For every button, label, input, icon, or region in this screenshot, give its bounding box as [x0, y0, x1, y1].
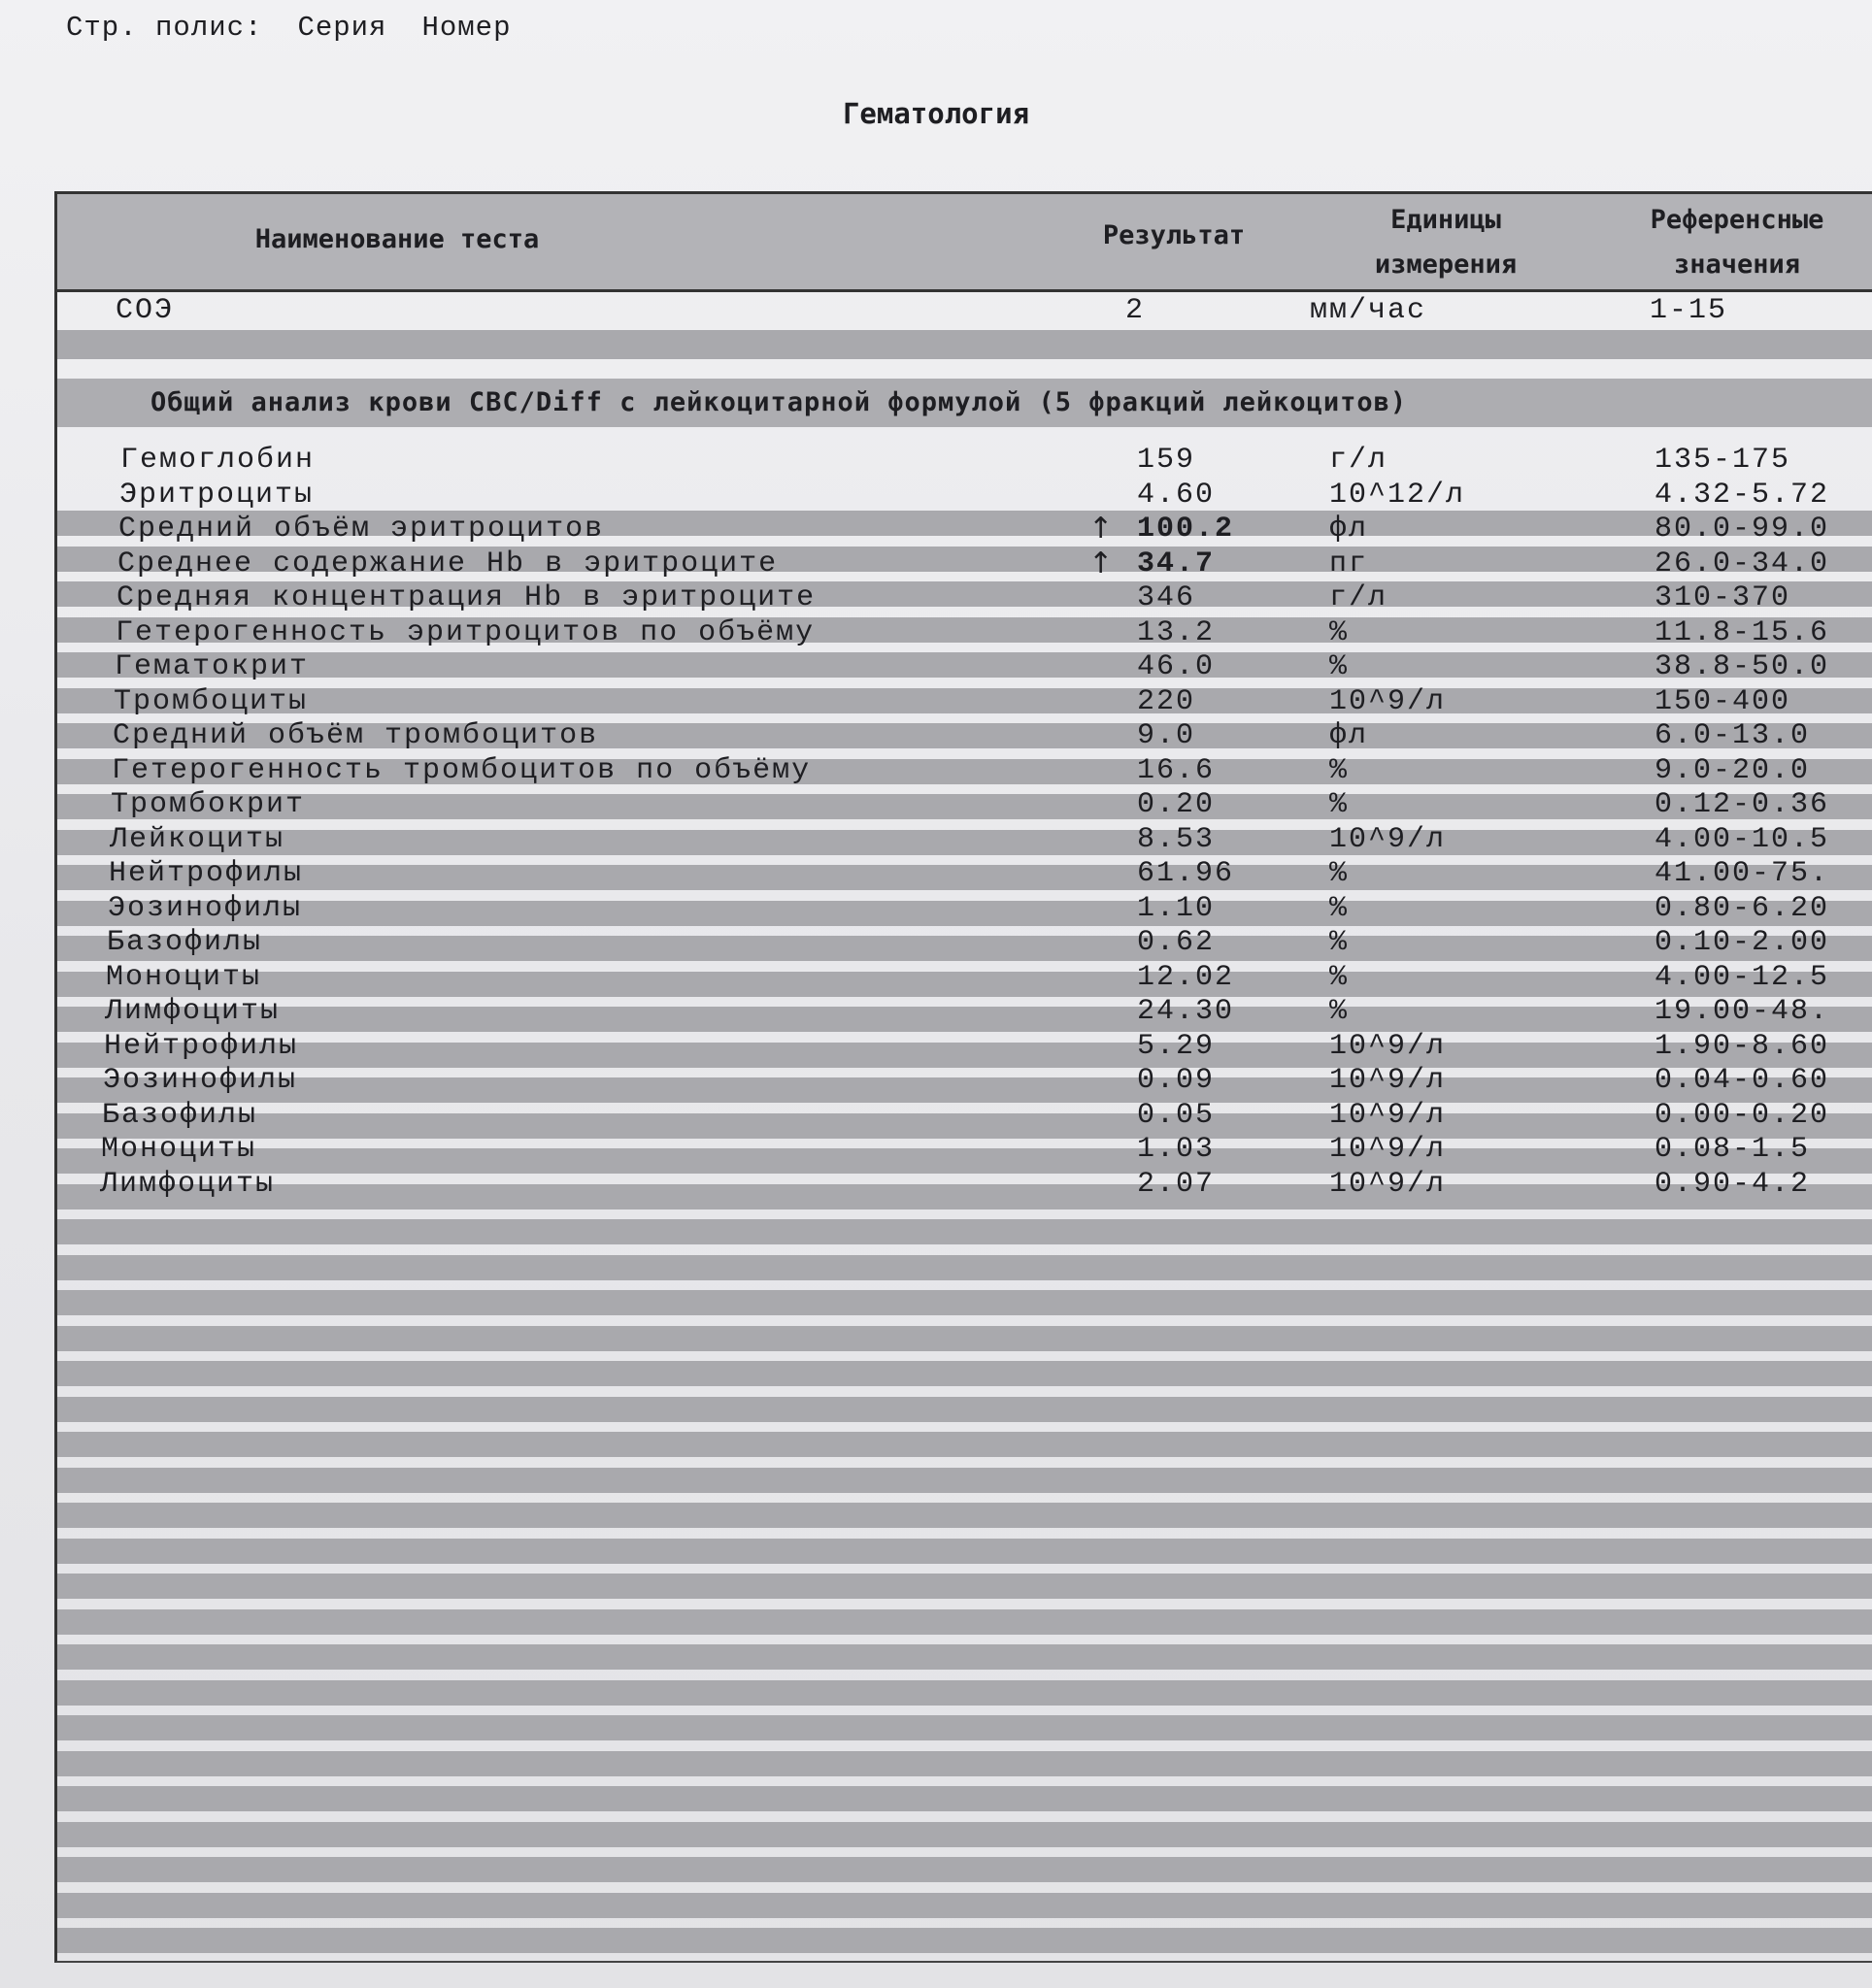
table-stripe	[57, 1255, 1872, 1280]
test-reference: 0.10-2.00	[1655, 926, 1830, 959]
header-test-name: Наименование теста	[254, 224, 540, 254]
test-unit: 10^9/л	[1329, 1167, 1447, 1201]
header-units-line1: Единицы	[1390, 205, 1501, 235]
test-unit: фл	[1329, 719, 1369, 752]
test-name: Базофилы	[107, 926, 263, 959]
section-title: Общий анализ крови CBC/Diff с лейкоцитарной формулой (5 фракций лейкоцитов)	[150, 387, 1408, 417]
table-row	[57, 1098, 1872, 1133]
test-reference: 0.80-6.20	[1655, 891, 1830, 925]
table-row	[57, 925, 1872, 960]
table-stripe	[57, 1644, 1872, 1670]
table-row	[57, 615, 1872, 650]
test-result: 1.03	[1137, 1133, 1216, 1166]
table-row	[57, 1167, 1872, 1202]
header-units-line2: измерения	[1374, 249, 1518, 280]
test-result: 16.6	[1137, 753, 1216, 787]
test-result: 2.07	[1137, 1167, 1216, 1201]
test-unit: г/л	[1329, 581, 1388, 614]
table-row	[57, 856, 1872, 891]
table-row	[57, 547, 1872, 581]
table-row	[57, 443, 1872, 478]
table-row	[57, 478, 1872, 513]
table-row	[57, 822, 1872, 857]
table-stripe	[57, 1893, 1872, 1918]
test-result: 159	[1137, 444, 1196, 477]
table-stripe	[57, 1361, 1872, 1386]
test-result: 46.0	[1137, 650, 1216, 683]
test-reference: 1.90-8.60	[1655, 1029, 1830, 1063]
test-unit: 10^9/л	[1329, 684, 1447, 718]
table-row	[57, 684, 1872, 719]
test-unit: %	[1329, 788, 1350, 821]
table-stripe	[57, 1539, 1872, 1564]
table-row	[57, 512, 1872, 547]
test-unit: фл	[1329, 513, 1369, 546]
test-name: Средняя концентрация Hb в эритроците	[117, 581, 817, 614]
table-row	[57, 891, 1872, 926]
table-stripe	[57, 1468, 1872, 1493]
table-header	[57, 194, 1872, 292]
table-stripe	[57, 1432, 1872, 1457]
test-result: 0.62	[1137, 926, 1216, 959]
test-unit: 10^9/л	[1329, 822, 1447, 856]
test-reference: 38.8-50.0	[1655, 650, 1830, 683]
test-reference: 41.00-75.	[1655, 857, 1830, 890]
test-reference: 0.04-0.60	[1655, 1064, 1830, 1097]
table-row	[57, 580, 1872, 615]
test-result: 2	[1125, 294, 1146, 327]
table-row	[57, 1063, 1872, 1098]
test-result: 61.96	[1137, 857, 1235, 890]
test-name: Тромбокрит	[111, 788, 306, 821]
test-name: СОЭ	[116, 294, 175, 327]
test-result: 0.20	[1137, 788, 1216, 821]
test-unit: %	[1329, 891, 1350, 925]
test-result: 8.53	[1137, 822, 1216, 856]
table-stripe	[57, 1786, 1872, 1811]
test-unit: %	[1329, 995, 1350, 1028]
table-row-esr	[57, 293, 1872, 328]
test-result: 9.0	[1137, 719, 1196, 752]
policy-series: Серия	[297, 12, 387, 44]
test-unit: %	[1329, 960, 1350, 994]
test-reference: 4.32-5.72	[1655, 478, 1830, 512]
table-row	[57, 753, 1872, 788]
test-reference: 0.90-4.2	[1655, 1167, 1811, 1201]
table-stripe	[57, 1680, 1872, 1706]
test-name: Эозинофилы	[108, 891, 303, 925]
test-reference: 11.8-15.6	[1655, 615, 1830, 649]
table-stripe	[57, 1751, 1872, 1776]
test-reference: 6.0-13.0	[1655, 719, 1811, 752]
test-name: Лимфоциты	[100, 1167, 276, 1201]
test-result: 100.2	[1137, 513, 1235, 546]
table-stripe	[57, 330, 1872, 359]
test-result: 24.30	[1137, 995, 1235, 1028]
table-stripe	[57, 1822, 1872, 1847]
test-unit: 10^9/л	[1329, 1029, 1447, 1063]
test-unit: %	[1329, 650, 1350, 683]
section-cbc-title	[57, 379, 1872, 427]
test-reference: 135-175	[1655, 444, 1791, 477]
table-row	[57, 718, 1872, 753]
header-reference-line1: Референсные	[1650, 205, 1824, 235]
table-row	[57, 1029, 1872, 1064]
test-unit: %	[1329, 615, 1350, 649]
abnormal-flag-icon: ↑	[1088, 546, 1116, 580]
test-name: Гемоглобин	[120, 444, 316, 477]
test-reference: 4.00-12.5	[1655, 960, 1830, 994]
policy-label: Стр. полис:	[66, 12, 263, 44]
test-reference: 150-400	[1655, 684, 1791, 718]
test-result: 4.60	[1137, 478, 1216, 512]
table-stripe	[57, 1928, 1872, 1953]
table-stripe	[57, 1503, 1872, 1528]
test-name: Средний объём тромбоцитов	[113, 719, 599, 752]
test-name: Моноциты	[101, 1133, 257, 1166]
test-reference: 1-15	[1650, 294, 1728, 327]
policy-number: Номер	[421, 12, 512, 44]
test-reference: 9.0-20.0	[1655, 753, 1811, 787]
abnormal-flag-icon: ↑	[1088, 512, 1116, 546]
test-reference: 310-370	[1655, 581, 1791, 614]
test-name: Средний объём эритроцитов	[118, 513, 605, 546]
table-row	[57, 1132, 1872, 1167]
test-unit: пг	[1329, 547, 1369, 580]
test-name: Лейкоциты	[110, 822, 285, 856]
test-unit: %	[1329, 753, 1350, 787]
test-reference: 0.12-0.36	[1655, 788, 1830, 821]
test-result: 13.2	[1137, 615, 1216, 649]
test-name: Эритроциты	[119, 478, 315, 512]
test-unit: г/л	[1329, 444, 1388, 477]
table-stripe	[57, 1857, 1872, 1882]
test-name: Среднее содержание Hb в эритроците	[117, 547, 779, 580]
test-name: Лимфоциты	[105, 995, 281, 1028]
test-reference: 4.00-10.5	[1655, 822, 1830, 856]
table-stripe	[57, 1326, 1872, 1351]
test-unit: мм/час	[1310, 294, 1427, 327]
test-result: 34.7	[1137, 547, 1216, 580]
test-name: Гетерогенность тромбоцитов по объёму	[112, 753, 812, 787]
test-result: 12.02	[1137, 960, 1235, 994]
table-stripe	[57, 1397, 1872, 1422]
test-result: 0.05	[1137, 1098, 1216, 1132]
test-reference: 80.0-99.0	[1655, 513, 1830, 546]
header-result: Результат	[1102, 220, 1246, 250]
test-reference: 0.08-1.5	[1655, 1133, 1811, 1166]
test-name: Гематокрит	[115, 650, 310, 683]
test-result: 1.10	[1137, 891, 1216, 925]
test-unit: 10^9/л	[1329, 1064, 1447, 1097]
test-name: Нейтрофилы	[109, 857, 304, 890]
test-unit: 10^9/л	[1329, 1098, 1447, 1132]
table-stripe	[57, 1574, 1872, 1599]
insurance-policy-line	[66, 12, 546, 44]
test-reference: 19.00-48.	[1655, 995, 1830, 1028]
table-stripe	[57, 1715, 1872, 1740]
test-name: Эозинофилы	[103, 1064, 298, 1097]
test-unit: %	[1329, 926, 1350, 959]
test-unit: 10^9/л	[1329, 1133, 1447, 1166]
test-name: Тромбоциты	[114, 684, 309, 718]
test-name: Базофилы	[102, 1098, 258, 1132]
test-name: Гетерогенность эритроцитов по объёму	[116, 615, 816, 649]
test-result: 0.09	[1137, 1064, 1216, 1097]
test-result: 346	[1137, 581, 1196, 614]
test-reference: 0.00-0.20	[1655, 1098, 1830, 1132]
test-name: Нейтрофилы	[104, 1029, 299, 1063]
table-row	[57, 787, 1872, 822]
table-stripe	[57, 1609, 1872, 1635]
test-name: Моноциты	[106, 960, 262, 994]
test-unit: 10^12/л	[1329, 478, 1466, 512]
table-row	[57, 994, 1872, 1029]
test-result: 5.29	[1137, 1029, 1216, 1063]
test-reference: 26.0-34.0	[1655, 547, 1830, 580]
table-stripe	[57, 1219, 1872, 1244]
report-title: Гематология	[842, 97, 1030, 130]
table-stripe	[57, 1290, 1872, 1315]
results-table	[54, 191, 1872, 1963]
test-unit: %	[1329, 857, 1350, 890]
table-row	[57, 960, 1872, 995]
header-reference-line2: значения	[1673, 249, 1801, 280]
test-result: 220	[1137, 684, 1196, 718]
table-row	[57, 649, 1872, 684]
